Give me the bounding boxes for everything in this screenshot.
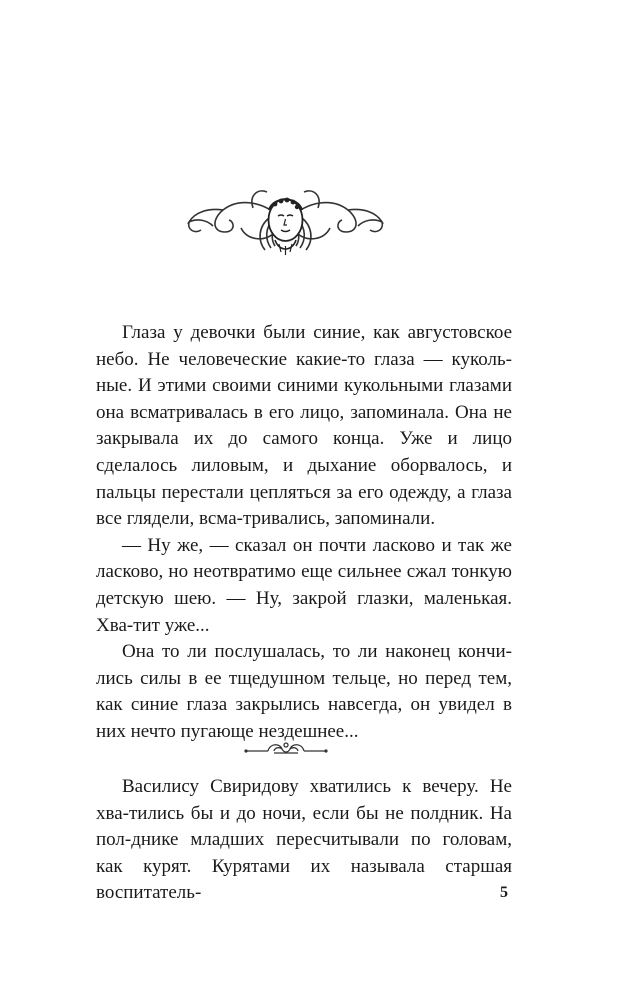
text-block-2	[96, 774, 512, 907]
section-divider-icon	[244, 737, 328, 759]
paragraph: Василису Свиридову хватились к вечеру. Не хва-тились бы и до ночи, если бы не полдник. На пол-днике младших пересчитывали по головам, как курят. Курятами их называла старшая воспитатель-	[96, 776, 512, 904]
text-block-1	[96, 320, 512, 746]
cherub-ornament-icon	[183, 170, 388, 280]
paragraph: Она то ли послушалась, то ли наконец кончи-лись силы в ее тщедушном тельце, но перед тем, как синие глаза закрылись навсегда, он увидел в них нечто пугающе нездешнее...	[96, 641, 512, 742]
page-number: 5	[500, 884, 508, 901]
paragraph: Глаза у девочки были синие, как августовское небо. Не человеческие какие-то глаза — куколь-ные. И этими своими синими кукольными глазами она всматривалась в его лицо, запоминала. Она не закрывала их до самого конца. Уже и лицо сделалось лиловым, и дыхание оборвалось, и пальцы перестали цепляться за его одежду, а глаза все глядели, всма-тривались, запоминали.	[96, 322, 512, 530]
paragraph: — Ну же, — сказал он почти ласково и так же ласково, но неотвратимо еще сильнее сжал тонкую детскую шею. — Ну, закрой глазки, маленькая. Хва-тит уже...	[96, 534, 512, 636]
